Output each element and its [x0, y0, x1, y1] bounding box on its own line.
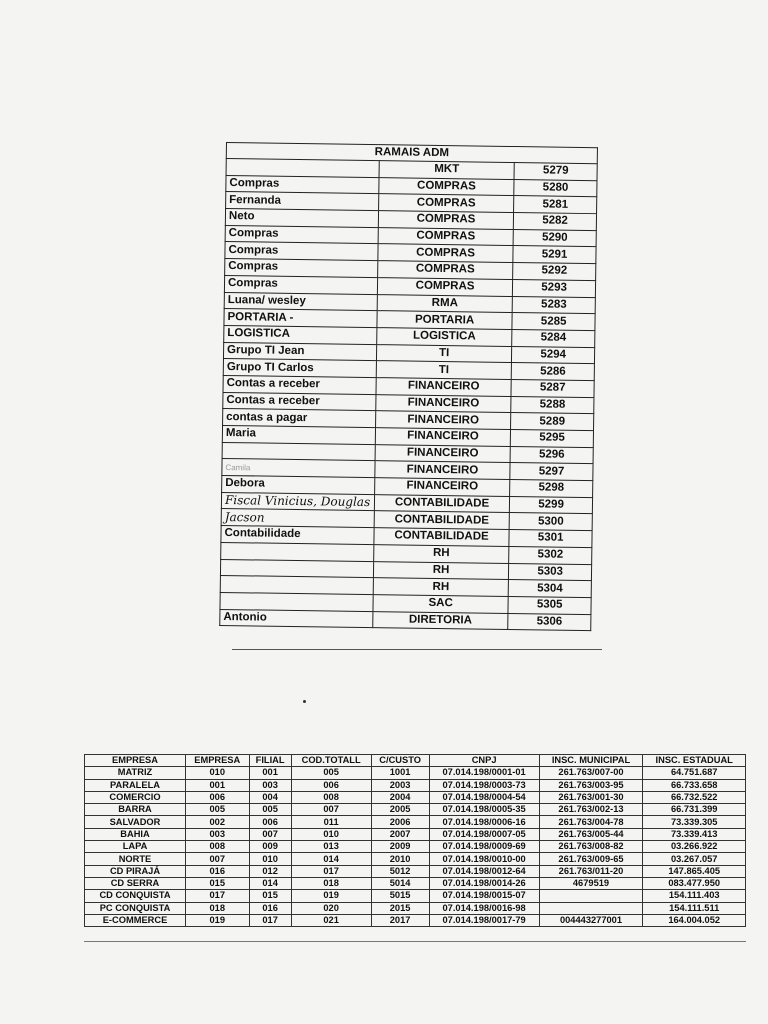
table-cell: 013 [291, 841, 371, 853]
table-cell: 261.763/007-00 [539, 767, 643, 779]
ramal-name: Debora [222, 476, 375, 495]
table-cell: 07.014.198/0014-26 [429, 877, 539, 889]
table-cell: 016 [186, 865, 250, 877]
ramal-extension: 5294 [512, 346, 595, 364]
table-cell: 261.763/003-95 [539, 779, 643, 791]
table-cell: 002 [186, 816, 250, 828]
ramal-department: FINANCEIRO [375, 428, 511, 447]
column-header: EMPRESA [186, 755, 250, 767]
ramal-name: Neto [225, 209, 378, 228]
table-cell: 07.014.198/0009-69 [429, 841, 539, 853]
ramal-name: Fiscal Vinicius, Douglas [221, 492, 374, 511]
ramal-extension: 5283 [512, 296, 595, 314]
table-cell: 07.014.198/0005-35 [429, 804, 539, 816]
ramal-extension: 5279 [514, 163, 597, 181]
ramal-department: COMPRAS [377, 261, 513, 280]
empresas-table [84, 754, 746, 927]
ramal-extension: 5299 [510, 496, 593, 514]
ramal-department: PORTARIA [377, 311, 513, 330]
ramal-extension: 5290 [513, 229, 596, 247]
table-cell: 016 [249, 902, 291, 914]
ramal-name: Jacson [221, 509, 374, 528]
ramal-department: CONTABILIDADE [374, 511, 510, 530]
ramal-department: FINANCEIRO [376, 394, 512, 413]
table-cell: 07.014.198/0006-16 [429, 816, 539, 828]
table-cell: 07.014.198/0012-64 [429, 865, 539, 877]
divider-line [232, 649, 602, 650]
empresa-row [85, 791, 746, 803]
ramal-extension: 5304 [508, 580, 591, 598]
empresa-row [85, 816, 746, 828]
table-cell: SALVADOR [85, 816, 186, 828]
ramal-extension: 5280 [514, 179, 597, 197]
column-header: CNPJ [429, 755, 539, 767]
table-cell: 07.014.198/0007-05 [429, 828, 539, 840]
table-cell: CD CONQUISTA [85, 890, 186, 902]
table-cell: 2009 [371, 841, 429, 853]
ramais-table [219, 142, 598, 631]
table-cell: 014 [291, 853, 371, 865]
column-header: EMPRESA [85, 755, 186, 767]
ramal-extension: 5282 [514, 213, 597, 231]
empresa-row [85, 865, 746, 877]
table-cell: BAHIA [85, 828, 186, 840]
table-cell: PARALELA [85, 779, 186, 791]
ramal-name: Compras [225, 259, 378, 278]
ramal-extension: 5300 [509, 513, 592, 531]
table-cell: 07.014.198/0016-98 [429, 902, 539, 914]
ramal-name: Compras [226, 175, 379, 194]
table-cell: 019 [291, 890, 371, 902]
ramal-name: PORTARIA - [224, 309, 377, 328]
ramal-department: FINANCEIRO [376, 378, 512, 397]
ramal-department: LOGISTICA [377, 327, 513, 346]
ramal-department: FINANCEIRO [375, 461, 511, 480]
ramal-department: COMPRAS [379, 177, 515, 196]
ramal-department: TI [376, 361, 512, 380]
table-cell: 07.014.198/0003-73 [429, 779, 539, 791]
table-cell: 07.014.198/0001-01 [429, 767, 539, 779]
table-cell: 5012 [371, 865, 429, 877]
ramal-extension: 5297 [510, 463, 593, 481]
table-cell: 1001 [371, 767, 429, 779]
table-cell: 006 [186, 791, 250, 803]
table-cell: 021 [291, 914, 371, 926]
empresa-row [85, 804, 746, 816]
ramal-name [226, 159, 379, 178]
table-cell: 015 [186, 877, 250, 889]
table-cell: 014 [249, 877, 291, 889]
ramal-extension: 5285 [512, 313, 595, 331]
scan-speck [303, 700, 306, 703]
table-cell: 261.763/002-13 [539, 804, 643, 816]
ramal-name: Contas a receber [223, 392, 376, 411]
ramal-extension: 5289 [511, 413, 594, 431]
ramal-extension: 5303 [509, 563, 592, 581]
table-cell: 73.339.413 [643, 828, 746, 840]
table-cell: 2010 [371, 853, 429, 865]
empresa-row [85, 877, 746, 889]
ramal-extension: 5291 [513, 246, 596, 264]
table-cell: 154.111.511 [643, 902, 746, 914]
ramal-department: MKT [379, 161, 515, 180]
table-cell: 5014 [371, 877, 429, 889]
ramal-extension: 5286 [511, 363, 594, 381]
table-cell: 010 [249, 853, 291, 865]
table-cell: 004 [249, 791, 291, 803]
empresa-row [85, 853, 746, 865]
table-cell: 261.763/004-78 [539, 816, 643, 828]
table-cell: 66.732.522 [643, 791, 746, 803]
ramal-extension: 5293 [513, 279, 596, 297]
ramal-name: Grupo TI Jean [223, 342, 376, 361]
table-cell: 147.865.405 [643, 865, 746, 877]
table-cell: 007 [249, 828, 291, 840]
ramal-extension: 5281 [514, 196, 597, 214]
ramal-department: COMPRAS [378, 211, 514, 230]
table-cell: 154.111.403 [643, 890, 746, 902]
ramal-extension: 5305 [508, 596, 591, 614]
ramal-extension: 5295 [511, 430, 594, 448]
ramal-department: COMPRAS [378, 227, 514, 246]
table-cell: 2003 [371, 779, 429, 791]
table-cell: NORTE [85, 853, 186, 865]
column-header: FILIAL [249, 755, 291, 767]
empresa-row [85, 914, 746, 926]
table-cell: 07.014.198/0017-79 [429, 914, 539, 926]
table-cell: E-COMMERCE [85, 914, 186, 926]
table-cell: 66.731.399 [643, 804, 746, 816]
ramal-department: SAC [373, 594, 509, 613]
ramal-department: FINANCEIRO [375, 444, 511, 463]
ramal-department: FINANCEIRO [374, 478, 510, 497]
column-header: INSC. MUNICIPAL [539, 755, 643, 767]
table-cell: 017 [291, 865, 371, 877]
table-cell: 018 [186, 902, 250, 914]
table-cell: 003 [249, 779, 291, 791]
table-cell: 07.014.198/0015-07 [429, 890, 539, 902]
ramal-department: RMA [377, 294, 513, 313]
ramal-name: Compras [224, 275, 377, 294]
table-cell: 03.267.057 [643, 853, 746, 865]
empresa-row [85, 890, 746, 902]
table-cell: LAPA [85, 841, 186, 853]
table-cell: 73.339.305 [643, 816, 746, 828]
table-cell: 07.014.198/0004-54 [429, 791, 539, 803]
table-cell: 2005 [371, 804, 429, 816]
table-cell: 009 [249, 841, 291, 853]
ramal-name: Contas a receber [223, 375, 376, 394]
table-cell [539, 890, 643, 902]
ramal-name: Grupo TI Carlos [223, 359, 376, 378]
table-cell [539, 902, 643, 914]
ramal-department: FINANCEIRO [375, 411, 511, 430]
ramal-department: RH [373, 561, 509, 580]
ramal-department: RH [374, 544, 510, 563]
ramal-extension: 5301 [509, 530, 592, 548]
table-cell: 001 [249, 767, 291, 779]
ramal-extension: 5288 [511, 396, 594, 414]
ramal-name: LOGISTICA [224, 325, 377, 344]
table-cell: 66.733.658 [643, 779, 746, 791]
ramal-name: Fernanda [226, 192, 379, 211]
ramal-department: TI [376, 344, 512, 363]
table-cell: 017 [249, 914, 291, 926]
table-cell: 261.763/005-44 [539, 828, 643, 840]
ramal-name [220, 559, 373, 578]
table-cell: 019 [186, 914, 250, 926]
table-cell: 261.763/001-30 [539, 791, 643, 803]
table-cell: 2004 [371, 791, 429, 803]
ramal-department: COMPRAS [377, 277, 513, 296]
ramal-name: Maria [222, 425, 375, 444]
table-cell: 4679519 [539, 877, 643, 889]
table-cell: 2017 [371, 914, 429, 926]
ramal-department: COMPRAS [378, 194, 514, 213]
table-cell: 2015 [371, 902, 429, 914]
table-cell: 07.014.198/0010-00 [429, 853, 539, 865]
ramal-name: Antonio [220, 609, 373, 628]
ramal-name: Compras [225, 242, 378, 261]
table-cell: 03.266.922 [643, 841, 746, 853]
table-cell: 015 [249, 890, 291, 902]
table-cell: 005 [249, 804, 291, 816]
ramal-name: Contabilidade [221, 526, 374, 545]
ramal-name: contas a pagar [223, 409, 376, 428]
ramal-extension: 5306 [508, 613, 591, 631]
ramal-name [222, 442, 375, 461]
table-cell: 011 [291, 816, 371, 828]
ramal-department: COMPRAS [378, 244, 514, 263]
column-header: C/CUSTO [371, 755, 429, 767]
ramal-name: Camila [222, 459, 375, 478]
ramal-extension: 5287 [511, 379, 594, 397]
empresa-row [85, 902, 746, 914]
table-cell: 2006 [371, 816, 429, 828]
empresa-row [85, 841, 746, 853]
column-header: COD.TOTALL [291, 755, 371, 767]
empresa-row [85, 779, 746, 791]
table-cell: 010 [186, 767, 250, 779]
table-cell: 006 [249, 816, 291, 828]
table-cell: 261.763/008-82 [539, 841, 643, 853]
table-cell: 008 [291, 791, 371, 803]
table-cell: BARRA [85, 804, 186, 816]
table-cell: 004443277001 [539, 914, 643, 926]
column-header: INSC. ESTADUAL [643, 755, 746, 767]
ramal-department: CONTABILIDADE [374, 528, 510, 547]
table-cell: 007 [291, 804, 371, 816]
table-cell: 020 [291, 902, 371, 914]
table-cell: 64.751.687 [643, 767, 746, 779]
table-cell: 261.763/011-20 [539, 865, 643, 877]
ramal-department: CONTABILIDADE [374, 494, 510, 513]
empresa-row [85, 767, 746, 779]
table-cell: PC CONQUISTA [85, 902, 186, 914]
table-cell: 083.477.950 [643, 877, 746, 889]
ramal-name [220, 576, 373, 595]
ramal-department: DIRETORIA [373, 611, 509, 630]
table-cell: 007 [186, 853, 250, 865]
ramal-name [221, 542, 374, 561]
ramal-name: Compras [225, 225, 378, 244]
ramal-extension: 5298 [510, 480, 593, 498]
table-cell: MATRIZ [85, 767, 186, 779]
table-cell: 017 [186, 890, 250, 902]
table-cell: 003 [186, 828, 250, 840]
ramal-extension: 5296 [510, 446, 593, 464]
ramal-extension: 5302 [509, 546, 592, 564]
ramal-extension: 5284 [512, 329, 595, 347]
table-cell: 261.763/009-65 [539, 853, 643, 865]
empresas-header-row [85, 755, 746, 767]
table-cell: 005 [291, 767, 371, 779]
table-cell: 018 [291, 877, 371, 889]
empresa-row [85, 828, 746, 840]
table-cell: 006 [291, 779, 371, 791]
ramais-title: RAMAIS ADM [226, 143, 597, 164]
ramal-name: Luana/ wesley [224, 292, 377, 311]
table-cell: 164.004.052 [643, 914, 746, 926]
bottom-divider-line [84, 941, 746, 942]
table-cell: 005 [186, 804, 250, 816]
table-cell: COMERCIO [85, 791, 186, 803]
table-cell: 2007 [371, 828, 429, 840]
ramal-extension: 5292 [513, 263, 596, 281]
ramal-name [220, 592, 373, 611]
table-cell: 5015 [371, 890, 429, 902]
table-cell: 012 [249, 865, 291, 877]
table-cell: 008 [186, 841, 250, 853]
ramal-department: RH [373, 578, 509, 597]
table-cell: CD PIRAJÁ [85, 865, 186, 877]
table-cell: 001 [186, 779, 250, 791]
table-cell: CD SERRA [85, 877, 186, 889]
table-cell: 010 [291, 828, 371, 840]
